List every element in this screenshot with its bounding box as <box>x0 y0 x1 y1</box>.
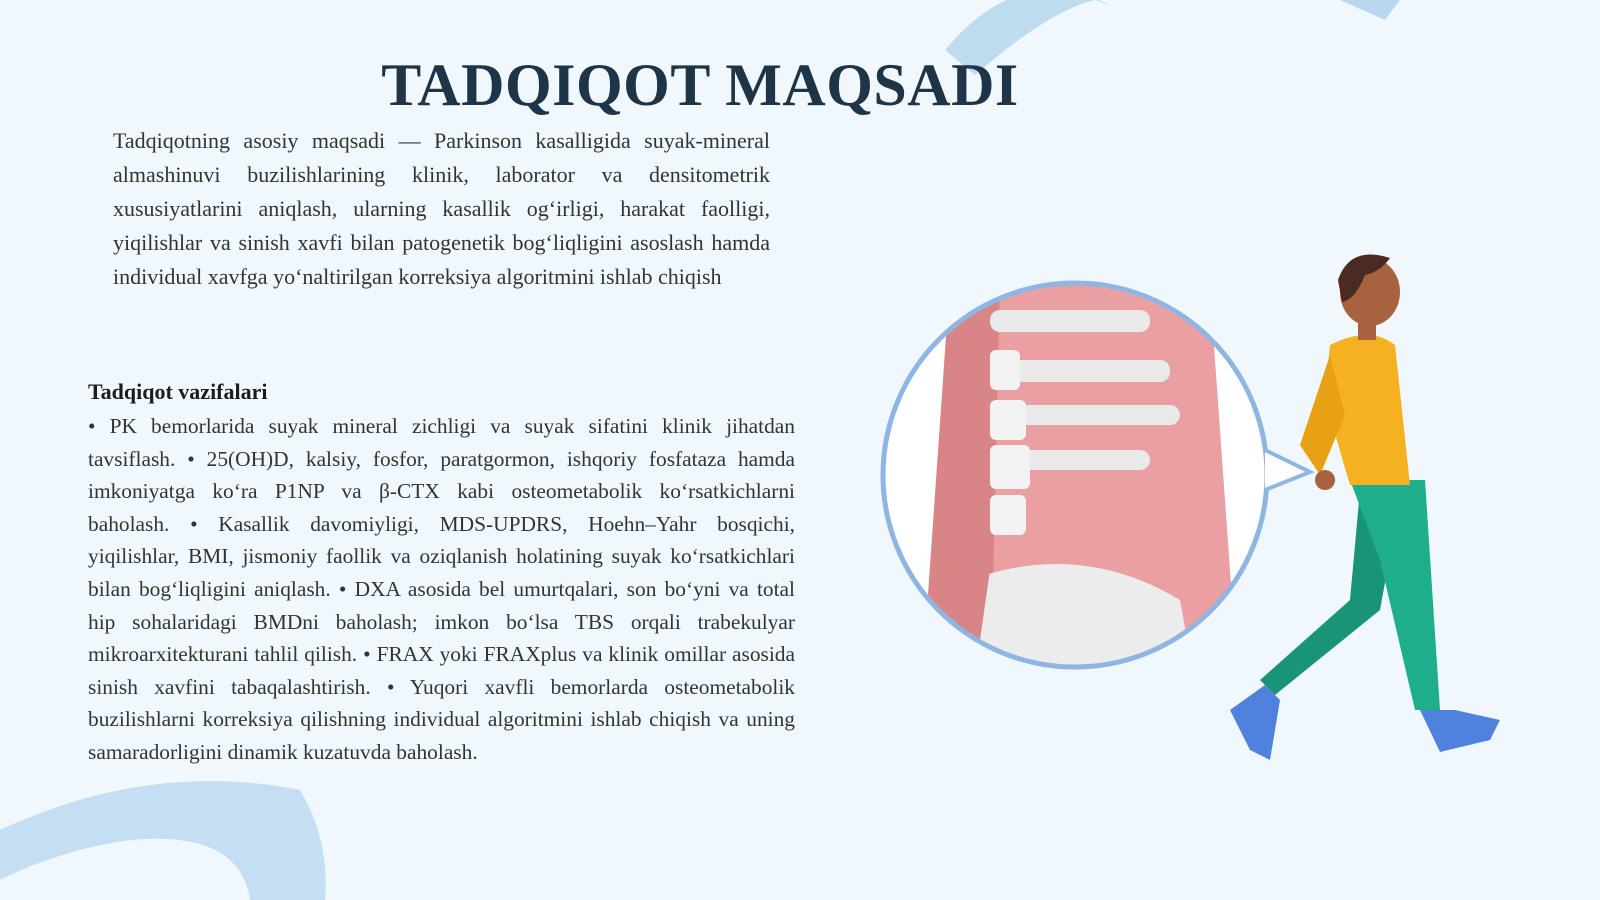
slide-title: TADQIQOT MAQSADI <box>381 52 1019 118</box>
front-shoe-icon <box>1420 710 1500 752</box>
research-goal-paragraph: Tadqiqotning asosiy maqsadi — Parkinson kasalligida suyak-mineral almashinuvi buzilishlarining klinik, laborator va densitometrik xususiyatlarini aniqlash, ularning kasallik og‘irligi, harakat faolligi, yiqilishlar va sinish xavfi bilan patogenetik bog‘liqligini asoslash hamda individual xavfga yo‘naltirilgan korreksiya algoritmini ishlab chiqish <box>113 128 770 289</box>
magnifier-lens <box>883 280 1310 710</box>
back-shoe-icon <box>1230 685 1280 760</box>
research-tasks-paragraph: • PK bemorlarida suyak mineral zichligi va suyak sifatini klinik jihatdan tavsiflash. • 25(OH)D, kalsiy, fosfor, paratgormon, ishqoriy fosfataza hamda imkoniyatga ko‘ra P1NP va β-CTX kabi osteometabolik ko‘rsatkichlarni baholash. • Kasallik davomiyligi, MDS-UPDRS, Hoehn–Yahr bosqichi, yiqilishlar, BMI, jismoniy faollik va oziqlanish holatining suyak ko‘rsatkichlari bilan bog‘liqligini aniqlash. • DXA asosida bel umurtqalari, son bo‘yni va total hip sohalaridagi BMDni baholash; imkon bo‘lsa TBS orqali trabekulyar mikroarxitekturani tahlil qilish. • FRAX yoki FRAXplus va klinik omillar asosida sinish xavfini tabaqalashtirish. • Yuqori xavfli bemorlarda osteometabolik buzilishlarni korreksiya qilishning individual algoritmini ishlab chiqish va uning samaradorligini dinamik kuzatuvda baholash. <box>88 414 795 764</box>
top-right-wedge-decoration <box>1340 0 1400 20</box>
bottom-left-arc-decoration <box>0 781 326 900</box>
spine-icon <box>920 280 1240 710</box>
walking-man-magnifier-spine-illustration <box>880 240 1540 800</box>
walking-man-icon <box>1230 254 1500 760</box>
tasks-heading: Tadqiqot vazifalari <box>88 379 268 404</box>
